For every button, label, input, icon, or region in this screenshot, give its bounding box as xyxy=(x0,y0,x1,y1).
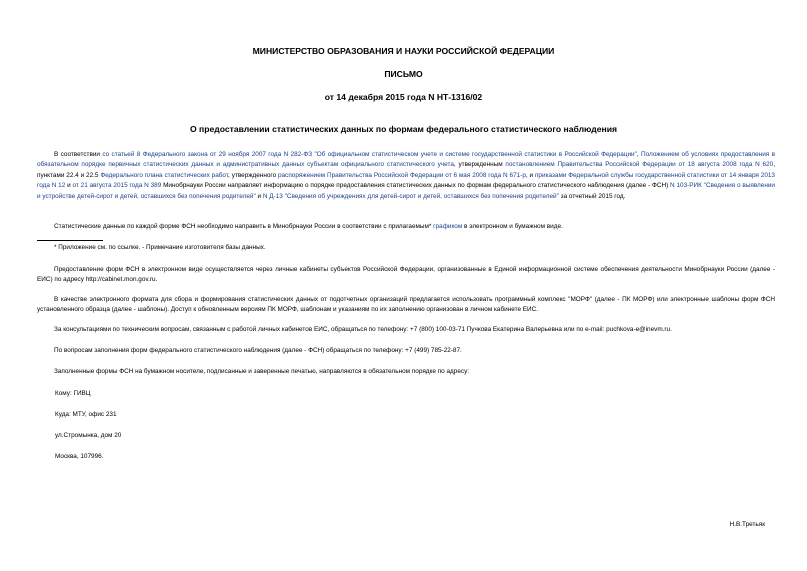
text: и xyxy=(65,182,73,190)
ministry-title: МИНИСТЕРСТВО ОБРАЗОВАНИЯ И НАУКИ РОССИЙСКОЙ ФЕДЕРАЦИИ xyxy=(252,46,555,56)
law-link[interactable]: со статьей 8 Федерального закона от 29 ноября 2007 года N 282-ФЗ "Об официальном статистическом учете и системе государственной статистики в Российской Федерации" xyxy=(102,151,637,158)
text: , xyxy=(636,151,642,158)
address-city: Москва, 107996. xyxy=(55,453,104,460)
paragraph-fsn-questions: По вопросам заполнения форм федерального статистического наблюдения (далее - ФСН) обращаться по телефону: +7 (499) 785-22-87. xyxy=(54,347,462,354)
text: в электронном и бумажном виде. xyxy=(462,223,563,230)
paragraph-tech-support: За консультациями по техническим вопросам, связанным с работой личных кабинетов ЕИС, обращаться по телефону: +7 (800) 100-03-71 Пучкова Екатерина Валерьевна или по e-mail: puchkova-e@inevm.ru. xyxy=(54,326,672,333)
paragraph-legal-basis xyxy=(37,150,775,202)
text: Минобрнауки России направляет информацию о порядке предоставления статистических данных по формам федерального статистического наблюдения (далее - ФСН) xyxy=(161,182,671,190)
text: Статистические данные по каждой форме ФСН необходимо направить в Минобрнауки России в соответствии с прилагаемым* xyxy=(54,223,434,230)
government-order-link[interactable]: распоряжением Правительства Российской Федерации от 6 мая 2008 года N 671-р xyxy=(278,171,526,179)
document-subject: О предоставлении статистических данных по формам федерального статистического наблюдения xyxy=(189,124,618,134)
footnote: * Приложение см. по ссылке. - Примечание изготовителя базы данных. xyxy=(54,244,266,251)
address-street: ул.Стромынка, дом 20 xyxy=(55,432,122,439)
address-office: Куда: МТУ, офис 231 xyxy=(55,411,117,418)
text: В соответствии xyxy=(54,151,103,158)
paragraph-electronic-submission: Предоставление форм ФСН в электронном виде осуществляется через личные кабинеты субъектов Российской Федерации, организованные в Единой информационной системе обеспечения деятельности Минобрнауки России (далее - ЕИС) по адресу http://cabinet.mon.gov.ru. xyxy=(37,266,775,284)
schedule-link[interactable]: графиком xyxy=(433,223,463,230)
regulation-link[interactable]: Положением об условиях предоставления в обязательном порядке первичных статистических данных и административных данных субъектам официального статистического учета xyxy=(37,151,775,169)
text: , пунктами 22.4 и 22.5 xyxy=(37,161,775,179)
government-decree-link[interactable]: постановлением Правительства Российской Федерации от 18 августа 2008 года N 620 xyxy=(505,161,774,169)
text: , утвержденного xyxy=(228,171,279,179)
paragraph-schedule xyxy=(37,222,775,232)
footnote-divider xyxy=(37,240,103,241)
document-date-number: от 14 декабря 2015 года N НТ-1316/02 xyxy=(324,92,483,102)
form-103-rik-link[interactable]: N 103-РИК "Сведения о выявлении и устройстве детей-сирот и детей, оставшихся без попечения родителей" xyxy=(37,182,775,200)
paragraph-paper-submission: Заполненные формы ФСН на бумажном носителе, подписанные и заверенные печатью, направляются в обязательном порядке по адресу: xyxy=(54,368,470,375)
signature-name: Н.В.Третьяк xyxy=(729,521,765,528)
paragraph-morf-format: В качестве электронного формата для сбора и формирования статистических данных от подотчетных организаций предлагается использовать программный комплекс "МОРФ" (далее - ПК МОРФ) или электронные шаблоны форм ФСН установленного образца (далее - шаблоны). Доступ к обновленным версиям ПК МОРФ, шаблонам и указаниям по их заполнению организован в личном кабинете ЕИС. xyxy=(37,296,775,314)
text: за отчетный 2015 год. xyxy=(558,192,626,200)
address-recipient: Кому: ГИВЦ xyxy=(55,390,91,397)
text: и xyxy=(255,192,263,200)
form-d-13-link[interactable]: N Д-13 "Сведения об учреждениях для детей-сирот и детей, оставшихся без попечения родителей" xyxy=(262,192,559,200)
statistical-plan-link[interactable]: Федерального плана статистических работ xyxy=(100,171,229,179)
document-type: ПИСЬМО xyxy=(384,69,423,79)
rosstat-order-link-1[interactable]: приказами Федеральной службы государственной статистики от 14 января 2013 года N 12 xyxy=(37,171,775,190)
text: , утвержденным xyxy=(453,161,506,169)
rosstat-order-link-2[interactable]: от 21 августа 2015 года N 389 xyxy=(72,182,162,190)
text: , и xyxy=(525,171,535,179)
